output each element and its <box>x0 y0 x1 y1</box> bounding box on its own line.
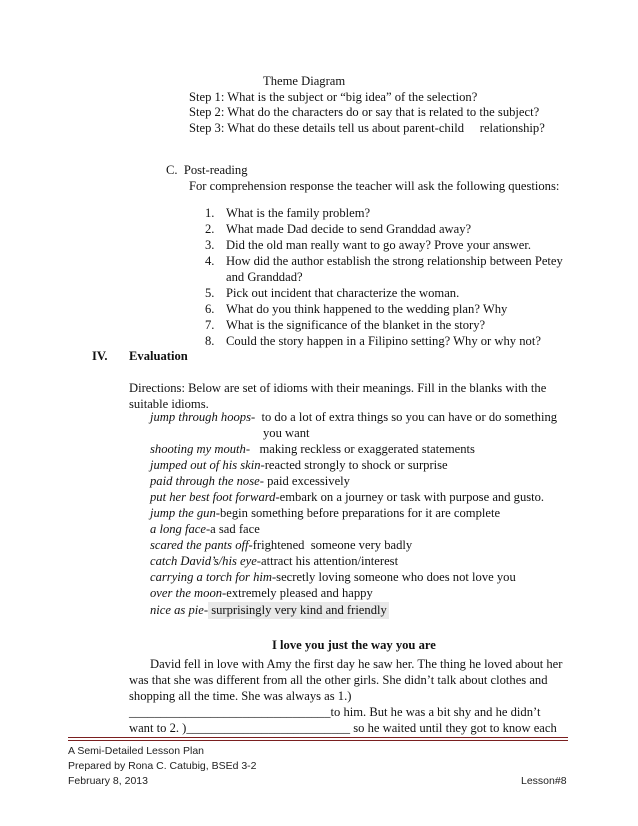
idiom-meaning-highlighted: surprisingly very kind and friendly <box>208 603 387 617</box>
idiom-term: shooting my mouth- <box>150 442 251 456</box>
question-number: 2. <box>205 222 215 236</box>
question-text: Pick out incident that characterize the woman. <box>226 286 460 300</box>
idiom-meaning: to do a lot of extra things so you can have or do something <box>255 410 558 424</box>
question-text-continued: and Granddad? <box>226 270 303 284</box>
idiom-item <box>150 441 475 457</box>
idiom-meaning: reacted strongly to shock or surprise <box>264 458 448 472</box>
idiom-item <box>150 585 373 601</box>
question-number: 7. <box>205 318 215 332</box>
question-text: Could the story happen in a Filipino setting? Why or why not? <box>226 334 541 348</box>
story-line: was that she was different from all the other girls. She didn’t talk about clothes and <box>129 673 548 687</box>
theme-diagram-title: Theme Diagram <box>263 74 346 88</box>
idiom-item <box>150 602 389 618</box>
question-number: 5. <box>205 286 215 300</box>
idiom-term: catch David’s/his eye- <box>150 554 261 568</box>
idiom-term: put her best foot forward- <box>150 490 280 504</box>
idiom-term: scared the pants off- <box>150 538 253 552</box>
post-reading-heading: C. Post-reading <box>166 163 248 177</box>
idiom-term: carrying a torch for him- <box>150 570 277 584</box>
idiom-item <box>150 473 350 489</box>
idiom-meaning: making reckless or exaggerated statements <box>250 442 475 456</box>
theme-step-1: Step 1: What is the subject or “big idea” of the selection? <box>189 90 478 104</box>
question-text: What is the family problem? <box>226 206 371 220</box>
idiom-item <box>150 409 557 425</box>
idiom-term: jump the gun- <box>150 506 220 520</box>
post-reading-intro: For comprehension response the teacher will ask the following questions: <box>189 179 560 193</box>
idiom-item <box>150 553 398 569</box>
idiom-meaning: embark on a journey or task with purpose and gusto. <box>279 490 545 504</box>
idiom-meaning: secretly loving someone who does not love you <box>276 570 516 584</box>
idiom-meaning: a sad face <box>210 522 260 536</box>
idiom-item <box>150 537 412 553</box>
idiom-meaning-continued: you want <box>263 426 310 440</box>
question-number: 1. <box>205 206 215 220</box>
idiom-item <box>150 569 516 585</box>
story-line: ________________________________to him. But he was a bit shy and he didn’t <box>129 705 541 719</box>
idiom-item <box>150 489 544 505</box>
theme-step-3: Step 3: What do these details tell us about parent-child relationship? <box>189 121 545 135</box>
idiom-term: paid through the nose- <box>150 474 264 488</box>
footer-date: February 8, 2013 <box>68 775 148 787</box>
footer-divider <box>68 737 568 738</box>
question-number: 4. <box>205 254 215 268</box>
footer-divider <box>68 740 568 741</box>
section-heading: Evaluation <box>129 349 188 363</box>
idiom-meaning: paid excessively <box>263 474 350 488</box>
footer-lesson-number: Lesson#8 <box>521 775 567 787</box>
idiom-meaning: extremely pleased and happy <box>226 586 373 600</box>
question-number: 8. <box>205 334 215 348</box>
question-text: What do you think happened to the wedding plan? Why <box>226 302 508 316</box>
section-numeral: IV. <box>92 349 108 363</box>
idiom-meaning: frightened someone very badly <box>252 538 413 552</box>
theme-step-2: Step 2: What do the characters do or say that is related to the subject? <box>189 105 540 119</box>
question-text: Did the old man really want to go away? Prove your answer. <box>226 238 531 252</box>
directions-line-2: suitable idioms. <box>129 397 209 411</box>
story-line: want to 2. )__________________________ so he waited until they got to know each <box>129 721 557 735</box>
idiom-term: a long face- <box>150 522 211 536</box>
idiom-term: over the moon- <box>150 586 227 600</box>
question-number: 6. <box>205 302 215 316</box>
idiom-item <box>150 457 448 473</box>
directions-line-1: Directions: Below are set of idioms with their meanings. Fill in the blanks with the <box>129 381 547 395</box>
footer-line-1: A Semi-Detailed Lesson Plan <box>68 745 204 757</box>
question-text: What made Dad decide to send Granddad away? <box>226 222 472 236</box>
idiom-term: jumped out of his skin- <box>150 458 265 472</box>
question-number: 3. <box>205 238 215 252</box>
question-text: How did the author establish the strong relationship between Petey <box>226 254 563 268</box>
story-line: David fell in love with Amy the first day he saw her. The thing he loved about her <box>150 657 563 671</box>
idiom-meaning: begin something before preparations for it are complete <box>219 506 501 520</box>
question-text: What is the significance of the blanket in the story? <box>226 318 486 332</box>
idiom-meaning: attract his attention/interest <box>260 554 399 568</box>
story-title: I love you just the way you are <box>272 638 436 652</box>
idiom-item <box>150 521 260 537</box>
story-line: shopping all the time. She was always as 1.) <box>129 689 352 703</box>
idiom-item <box>150 505 500 521</box>
idiom-term: nice as pie- <box>150 603 209 617</box>
idiom-term: jump through hoops- <box>150 410 256 424</box>
footer-line-2: Prepared by Rona C. Catubig, BSEd 3-2 <box>68 760 257 772</box>
